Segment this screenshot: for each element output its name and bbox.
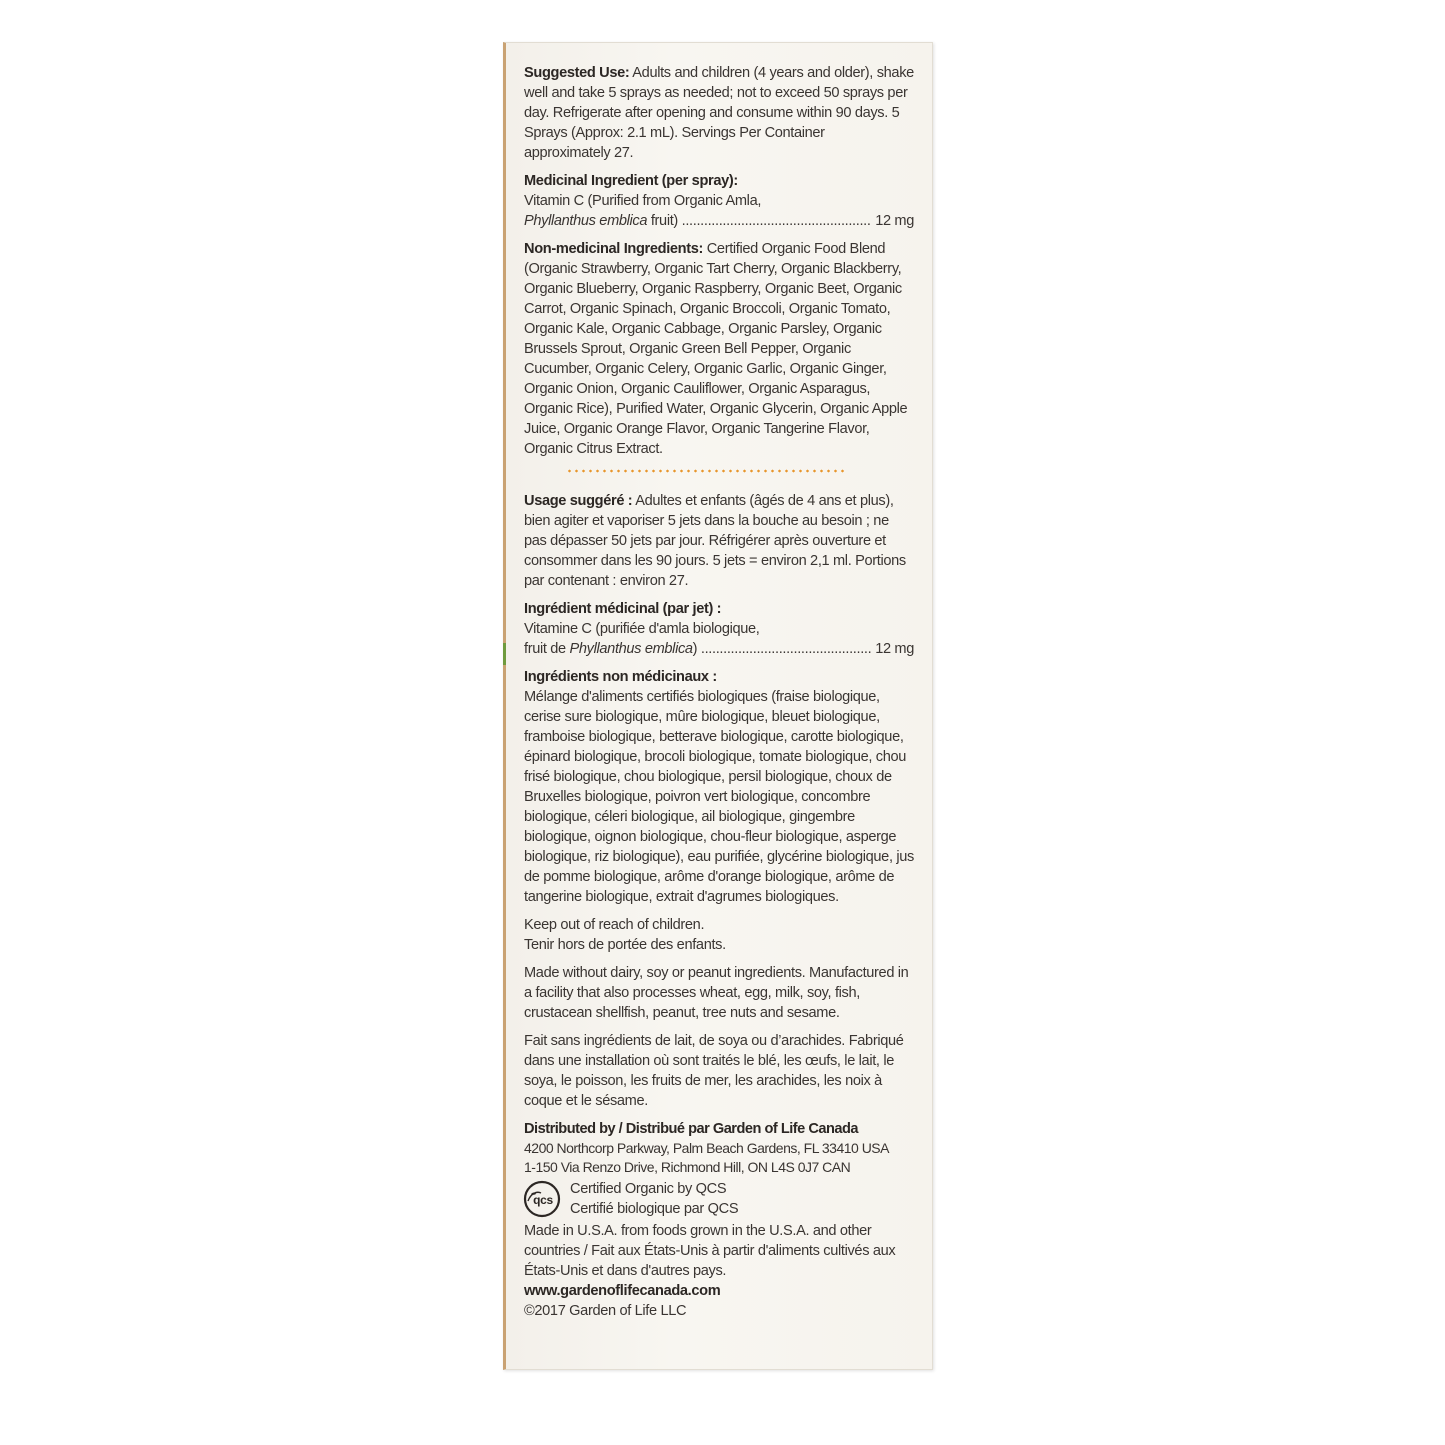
nonmedicinal-text-en: Certified Organic Food Blend (Organic Strawberry, Organic Tart Cherry, Organic Blackberry, Organic Blueberry, Organic Raspberry, Organic Beet, Organic Carrot, Organic Spinach, Organic Broccoli, Organic Tomato, Organic Kale, Organic Cabbage, Organic Parsley, Organic Brussels Sprout, Organic Green Bell Pepper, Organic Cucumber, Organic Celery, Organic Garlic, Organic Ginger, Organic Onion, Organic Cauliflower, Organic Asparagus, Organic Rice), Purified Water, Organic Glycerin, Organic Apple Juice, Organic Orange Flavor, Organic Tangerine Flavor, Organic Citrus Extract. [524,241,908,457]
website-link[interactable]: www.gardenoflifecanada.com [524,1283,721,1299]
botanical-name-fr: Phyllanthus emblica [569,641,693,657]
nonmedicinal-label-fr: Ingrédients non médicinaux : [524,669,717,685]
suggested-use-fr [524,491,914,591]
usage-label-fr: Usage suggéré : [524,493,633,509]
nonmedicinal-text-fr: Mélange d'aliments certifiés biologiques (fraise biologique, cerise sure biologique, mûre biologique, bleuet biologique, framboise biologique, betterave biologique, carotte biologique, épinard biologique, brocoli biologique, tomate biologique, chou frisé biologique, chou biologique, persil biologique, choux de Bruxelles biologique, poivron vert biologique, concombre biologique, céleri biologique, ail biologique, gingembre biologique, oignon biologique, chou-fleur biologique, asperge biologique, riz biologique), eau purifiée, glycérine biologique, jus de pomme biologique, arôme d'orange biologique, arôme de tangerine biologique, extrait d'agrumes biologiques. [524,689,914,905]
suggested-use-text: Adults and children (4 years and older), shake well and take 5 sprays as needed; not to exceed 50 sprays per day. Refrigerate after opening and consume within 90 days. 5 Sprays (Approx: 2.1 mL). Servings Per Container approximately 27. [524,65,914,161]
dotted-divider [566,469,846,473]
certification-row [522,1179,914,1219]
distributor-label: Distributed by / Distribué par Garden of Life Canada [524,1121,859,1137]
distributor-block [524,1119,914,1177]
label-content [524,63,914,1321]
child-warning [524,915,914,955]
medicinal-line1-fr: Vitamine C (purifiée d'amla biologique, [524,621,760,637]
medicinal-label-en: Medicinal Ingredient (per spray): [524,173,738,189]
address-canada: 1-150 Via Renzo Drive, Richmond Hill, ON L4S 0J7 CAN [524,1159,851,1175]
medicinal-line1-en: Vitamin C (Purified from Organic Amla, [524,193,762,209]
medicinal-ingredient-fr [524,599,914,659]
edge-mark [503,643,506,665]
nonmedicinal-ingredients-fr [524,667,914,907]
nonmedicinal-label-en: Non-medicinal Ingredients: [524,241,704,257]
product-label-panel [503,42,933,1370]
certification-text [570,1179,738,1219]
allergen-statement-fr: Fait sans ingrédients de lait, de soya ou d’arachides. Fabriqué dans une installation où sont traités le blé, les œufs, le lait, le soya, le poisson, les fruits de mer, les arachides, les noix à coque et le sésame. [524,1033,904,1109]
medicinal-amount-fr: 12 mg [875,641,914,657]
medicinal-label-fr: Ingrédient médicinal (par jet) : [524,601,722,617]
origin-statement: Made in U.S.A. from foods grown in the U.S.A. and other countries / Fait aux États-Unis à partir d'aliments cultivés aux États-Unis et dans d'autres pays. [524,1223,896,1279]
medicinal-line2-en: Phyllanthus emblica fruit) ..... 12 mg [524,211,914,231]
warning-fr: Tenir hors de portée des enfants. [524,937,726,953]
medicinal-amount-en: 12 mg [875,213,914,229]
qcs-logo-icon [522,1179,562,1219]
warning-en: Keep out of reach of children. [524,917,705,933]
botanical-name-en: Phyllanthus emblica [524,213,648,229]
certification-en: Certified Organic by QCS [570,1181,727,1197]
address-usa: 4200 Northcorp Parkway, Palm Beach Gardens, FL 33410 USA [524,1140,889,1156]
suggested-use-label: Suggested Use: [524,65,630,81]
suggested-use-en [524,63,914,163]
website[interactable] [524,1281,914,1301]
certification-fr: Certifié biologique par QCS [570,1201,739,1217]
medicinal-line2-fr: fruit de Phyllanthus emblica) ..... 12 mg [524,639,914,659]
usage-text-fr: Adultes et enfants (âgés de 4 ans et plus), bien agiter et vaporiser 5 jets dans la bouche au besoin ; ne pas dépasser 50 jets par jour. Réfrigérer après ouverture et consommer dans les 90 jours. 5 jets = environ 2,1 ml. Portions par contenant : environ 27. [524,493,906,589]
medicinal-ingredient-en [524,171,914,231]
copyright: ©2017 Garden of Life LLC [524,1303,687,1319]
nonmedicinal-ingredients-en [524,239,914,459]
qcs-logo-text: qcs [533,1193,553,1207]
allergen-statement-en: Made without dairy, soy or peanut ingredients. Manufactured in a facility that also processes wheat, egg, milk, soy, fish, crustacean shellfish, peanut, tree nuts and sesame. [524,965,909,1021]
